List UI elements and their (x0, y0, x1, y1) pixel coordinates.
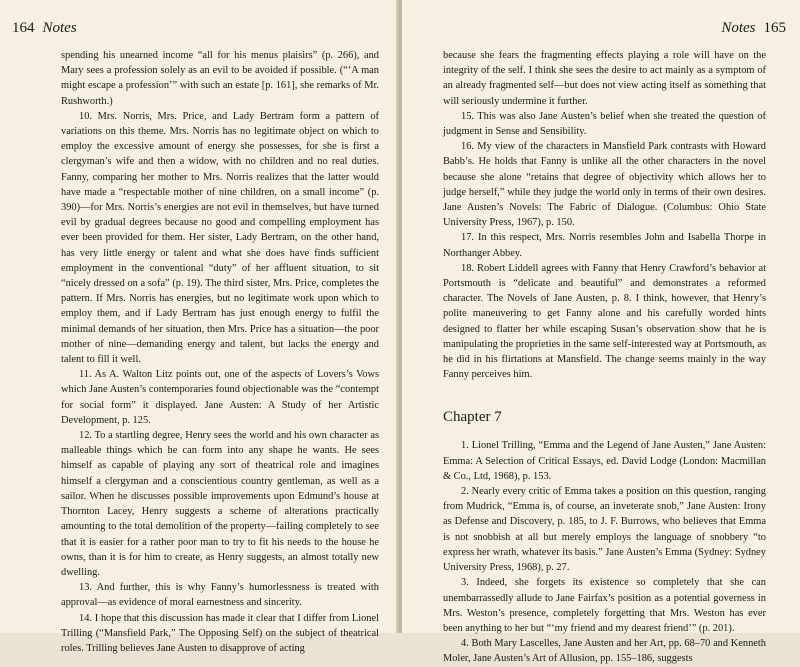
note-17: 17. In this respect, Mrs. Norris resembles John and Isabella Thorpe in Northanger Abbey. (443, 232, 766, 259)
page-number: 165 (763, 20, 786, 36)
note-11: 11. As A. Walton Litz points out, one of the aspects of Lovers’s Vows which Jane Austen’s contemporaries found objectionable was the “contempt for social form” it displayed. Jane Austen: A Study of her Artistic Development, p. 125. (61, 369, 379, 426)
note-continuation: spending his unearned income “all for his menus plaisirs” (p. 266), and Mary sees a profession solely as an evil to be avoided if possible. (“‘A man might escape a profession’” with such an estate [p. 161], she remarks of Mr. Rushworth.) (61, 50, 379, 107)
running-head: Notes (42, 20, 77, 36)
note-10: 10. Mrs. Norris, Mrs. Price, and Lady Bertram form a pattern of variations on this theme. Mrs. Norris has no legitimate object on which to employ the excessive amount of energy she possesses, for she is first a clergyman’s wife and then a widow, with no children and no real duties. Fanny, comparing her mother to Mrs. Norris realizes that the latter would have made a “respectable mother of nine children, on a small income” (p. 390)—for Mrs. Norris’s energies are not evil in themselves, but have turned evil by gradual degrees because no good and compelling employment has ever been provided for them. Her sister, Lady Bertram, on the other hand, has very little energy or talent and what she does have finds sufficient employment in the conventional “duty” of her affluent situation, to sit “nicely dressed on a sofa” (p. 19). The third sister, Mrs. Price, completes the pattern. If Mrs. Norris has energies, but no legitimate work upon which to employ them, and if Lady Bertram has just enough energy to fulfil the minimal demands of her situation, then Mrs. Price has a situation—the poor mother of nine—demanding energy and talent, but lacks the energy and talent to fill it well. (61, 110, 379, 366)
chapter-note-4: 4. Both Mary Lascelles, Jane Austen and her Art, pp. 68–70 and Kenneth Moler, Jane Austen’s Art of Allusion, pp. 155–186, suggests (443, 638, 766, 665)
right-page-body (443, 48, 766, 667)
left-page-body (61, 48, 379, 656)
right-page-header (721, 20, 786, 37)
note-15: 15. This was also Jane Austen’s belief when she treated the question of judgment in Sense and Sensibility. (443, 110, 766, 138)
note-13: 13. And further, this is why Fanny’s humorlessness is treated with approval—as evidence of moral earnestness and sincerity. (61, 582, 379, 609)
chapter-note-2: 2. Nearly every critic of Emma takes a position on this question, ranging from Mudrick, “Emma is, of course, an inveterate snob,” Jane Austen: Irony as Defense and Discovery, p. 185, to J. F. Burrows, who believes that Emma is not snobbish at all but merely employs the language of snobbery “to express her wrath, whatever its basis.” Jane Austen’s Emma (Sydney: Sydney University Press, 1968), p. 27. (443, 486, 766, 574)
chapter-note-1: 1. Lionel Trilling, “Emma and the Legend of Jane Austen,” Jane Austen: Emma: A Selection of Critical Essays, ed. David Lodge (London: Macmillan & Co., Ltd, 1968), p. 153. (443, 440, 766, 482)
page-number: 164 (12, 20, 35, 36)
note-18: 18. Robert Liddell agrees with Fanny that Henry Crawford’s behavior at Portsmouth is “delicate and beautiful” and demonstrates a reformed character. The Novels of Jane Austen, p. 8. I think, however, that Henry’s polite maneuvering to get Fanny alone and his carefully worded hints designed to flatter her while escaping Susan’s observation show that he is manipulating the proprieties in the same self-interested way at Portsmouth, as he did in his flirtations at Mansfield. The change seems mainly in the way Fanny perceives him. (443, 262, 766, 381)
note-continuation: because she fears the fragmenting effects playing a role will have on the integrity of the self. I think she sees the desire to act mainly as a symptom of an already fragmented self—but does not view acting itself as something that will seriously undermine it further. (443, 50, 766, 107)
chapter-heading: Chapter 7 (443, 409, 502, 426)
chapter-note-3: 3. Indeed, she forgets its existence so completely that she can unembarrassedly allude to Jane Fairfax’s position as a potential governess in Mrs. Weston’s presence, completely forgetting that Mrs. Weston has ever been anything to her but “‘my friend and my dearest friend’” (p. 201). (443, 577, 766, 634)
left-page (0, 0, 398, 654)
note-14: 14. I hope that this discussion has made it clear that I differ from Lionel Trilling (“Mansfield Park,” The Opposing Self) on the subject of theatrical roles. Trilling believes Jane Austen to disapprove of acting (61, 612, 379, 654)
note-12: 12. To a startling degree, Henry sees the world and his own character as malleable things which he can form into any shape he wants. He sees himself as capable of playing any sort of theatrical role and imagines himself a clergyman and a conscientious country gentleman, as well as a sailor. When he discusses possible improvements upon Edmund’s house at Thornton Lacey, Henry suggests a scheme of alterations practically amounting to the total demolition of the property—failing completely to see that it is easier for a rather poor man to try to fit his needs to the house he owns, than it is for him to create, as Henry suggests, an almost totally new dwelling. (61, 430, 379, 578)
note-16: 16. My view of the characters in Mansfield Park contrasts with Howard Babb’s. He holds that Fanny is unlike all the other characters in the novel because she alone “retains that degree of objectivity which allows her to judge herself,” while they judge the world only in terms of their own desires. Jane Austen’s Novels: The Fabric of Dialogue. (Columbus: Ohio State University Press, 1967), p. 150. (443, 141, 766, 229)
left-page-header (12, 20, 77, 37)
running-head: Notes (721, 20, 756, 36)
right-page (402, 0, 800, 665)
